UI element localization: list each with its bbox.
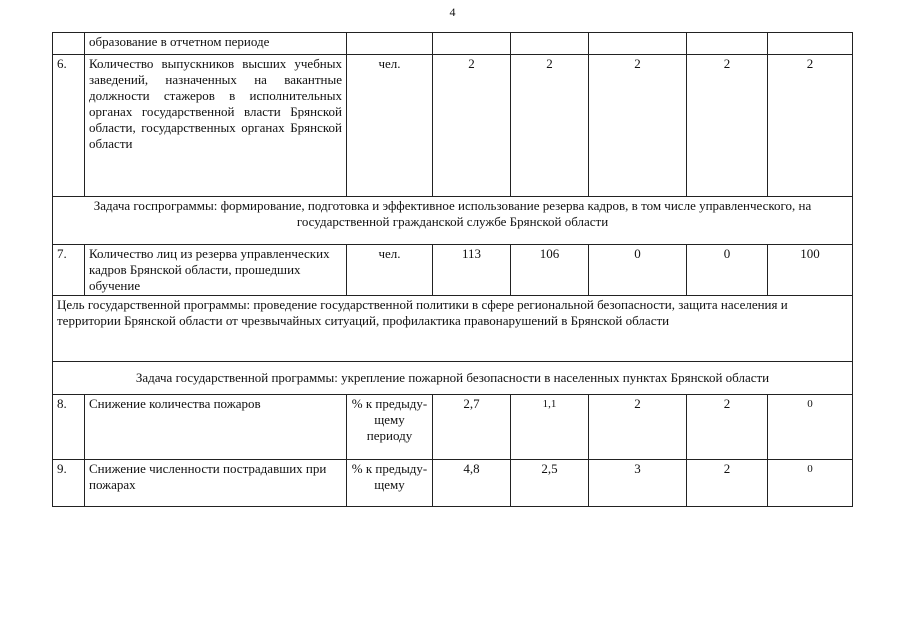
row-number: 6. (53, 55, 85, 197)
value-cell: 2 (433, 55, 511, 197)
value-cell: 106 (511, 245, 589, 296)
unit-cell: % к предыду-щему периоду (347, 395, 433, 460)
value-cell: 0 (768, 460, 853, 507)
value-cell (687, 33, 768, 55)
value-cell: 2 (687, 395, 768, 460)
goal-heading: Цель государственной программы: проведение государственной политики в сфере региональной безопасности, защита населения и территории Брянской области от чрезвычайных ситуаций, профилактика правонарушений в Брянской области (53, 296, 853, 362)
task-heading: Задача государственной программы: укрепление пожарной безопасности в населенных пунктах Брянской области (53, 362, 853, 395)
indicator-name: образование в отчетном периоде (85, 33, 347, 55)
value-cell: 2 (687, 55, 768, 197)
value-cell: 113 (433, 245, 511, 296)
value-cell (589, 33, 687, 55)
value-cell: 2 (589, 55, 687, 197)
value-cell: 2 (511, 55, 589, 197)
task-heading: Задача госпрограммы: формирование, подготовка и эффективное использование резерва кадров, в том числе управленческого, на государственной гражданской службе Брянской области (53, 197, 853, 245)
section-row (53, 197, 853, 245)
unit-cell: чел. (347, 245, 433, 296)
value-cell: 2 (687, 460, 768, 507)
unit-cell: % к предыду-щему (347, 460, 433, 507)
indicator-name: Количество лиц из резерва управленческих кадров Брянской области, прошедших обучение (85, 245, 347, 296)
value-cell (768, 33, 853, 55)
section-row (53, 362, 853, 395)
indicator-name: Количество выпускников высших учебных заведений, назначенных на вакантные должности стажеров в исполнительных органах государственной власти Брянской области, государственных органах Брянской области (85, 55, 347, 197)
table-row (53, 395, 853, 460)
section-row (53, 296, 853, 362)
row-number: 7. (53, 245, 85, 296)
value-cell: 100 (768, 245, 853, 296)
value-cell: 0 (768, 395, 853, 460)
value-cell: 0 (589, 245, 687, 296)
value-cell: 0 (687, 245, 768, 296)
page-number: 4 (449, 5, 456, 19)
table-row (53, 55, 853, 197)
indicator-name: Снижение численности пострадавших при пожарах (85, 460, 347, 507)
unit-cell: чел. (347, 55, 433, 197)
row-number: 8. (53, 395, 85, 460)
value-cell: 2,7 (433, 395, 511, 460)
row-number (53, 33, 85, 55)
value-cell: 2 (589, 395, 687, 460)
value-cell: 1,1 (511, 395, 589, 460)
indicators-table (52, 32, 853, 507)
table-row (53, 33, 853, 55)
indicator-name: Снижение количества пожаров (85, 395, 347, 460)
row-number: 9. (53, 460, 85, 507)
value-cell: 4,8 (433, 460, 511, 507)
value-cell: 3 (589, 460, 687, 507)
table-row (53, 245, 853, 296)
table-row (53, 460, 853, 507)
value-cell: 2 (768, 55, 853, 197)
value-cell (511, 33, 589, 55)
value-cell (433, 33, 511, 55)
unit-cell (347, 33, 433, 55)
value-cell: 2,5 (511, 460, 589, 507)
